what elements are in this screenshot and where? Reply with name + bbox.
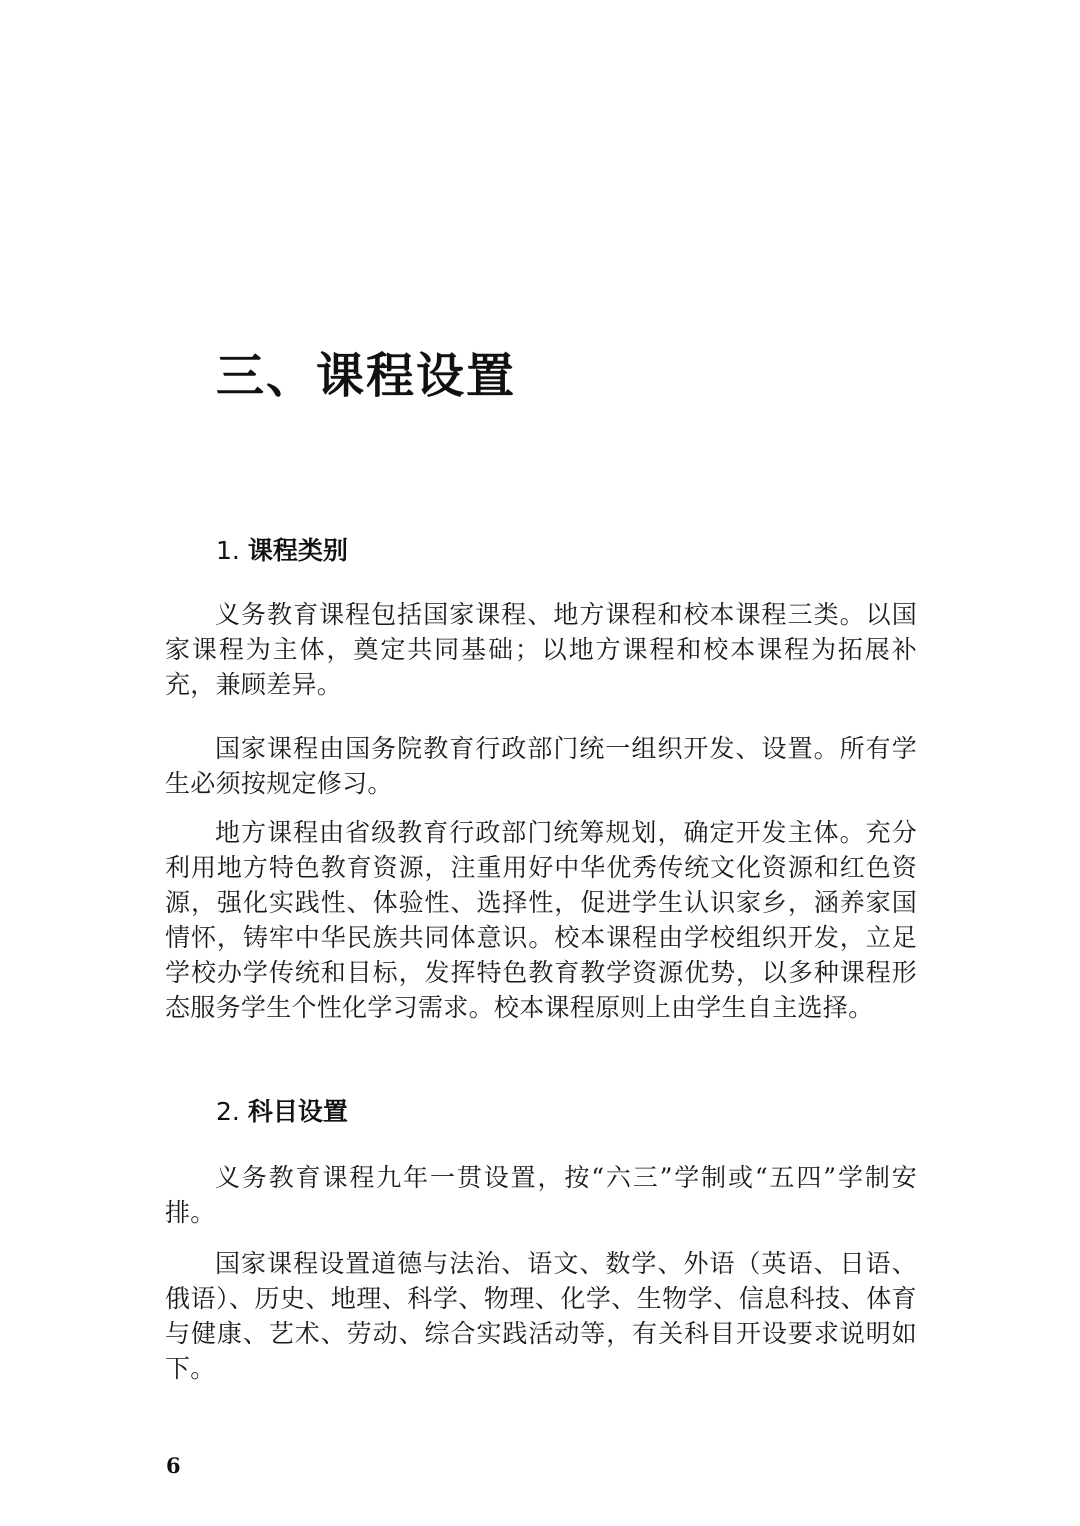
section-number: 2. [216, 1097, 240, 1126]
paragraph: 义务教育课程九年一贯设置，按“六三”学制或“五四”学制安排。 [165, 1163, 917, 1227]
page-number: 6 [166, 1453, 181, 1478]
section-heading-subject-settings [216, 1092, 348, 1132]
paragraph: 地方课程由省级教育行政部门统筹规划，确定开发主体。充分利用地方特色教育资源，注重用好中华优秀传统文化资源和红色资源，强化实践性、体验性、选择性，促进学生认识家乡，涵养家国情怀，铸牢中华民族共同体意识。校本课程由学校组织开发，立足学校办学传统和目标，发挥特色教育教学资源优势，以多种课程形态服务学生个性化学习需求。校本课程原则上由学生自主选择。 [165, 818, 917, 1022]
section-heading-course-categories [216, 531, 348, 571]
section-title: 科目设置 [247, 1097, 348, 1126]
section-number: 1. [216, 536, 240, 565]
chapter-title: 三、课程设置 [216, 348, 517, 404]
paragraph: 国家课程由国务院教育行政部门统一组织开发、设置。所有学生必须按规定修习。 [165, 734, 917, 798]
paragraph: 国家课程设置道德与法治、语文、数学、外语（英语、日语、俄语）、历史、地理、科学、物理、化学、生物学、信息科技、体育与健康、艺术、劳动、综合实践活动等，有关科目开设要求说明如下。 [165, 1249, 917, 1383]
section-title: 课程类别 [247, 536, 348, 565]
paragraph: 义务教育课程包括国家课程、地方课程和校本课程三类。以国家课程为主体，奠定共同基础；以地方课程和校本课程为拓展补充，兼顾差异。 [165, 600, 917, 699]
